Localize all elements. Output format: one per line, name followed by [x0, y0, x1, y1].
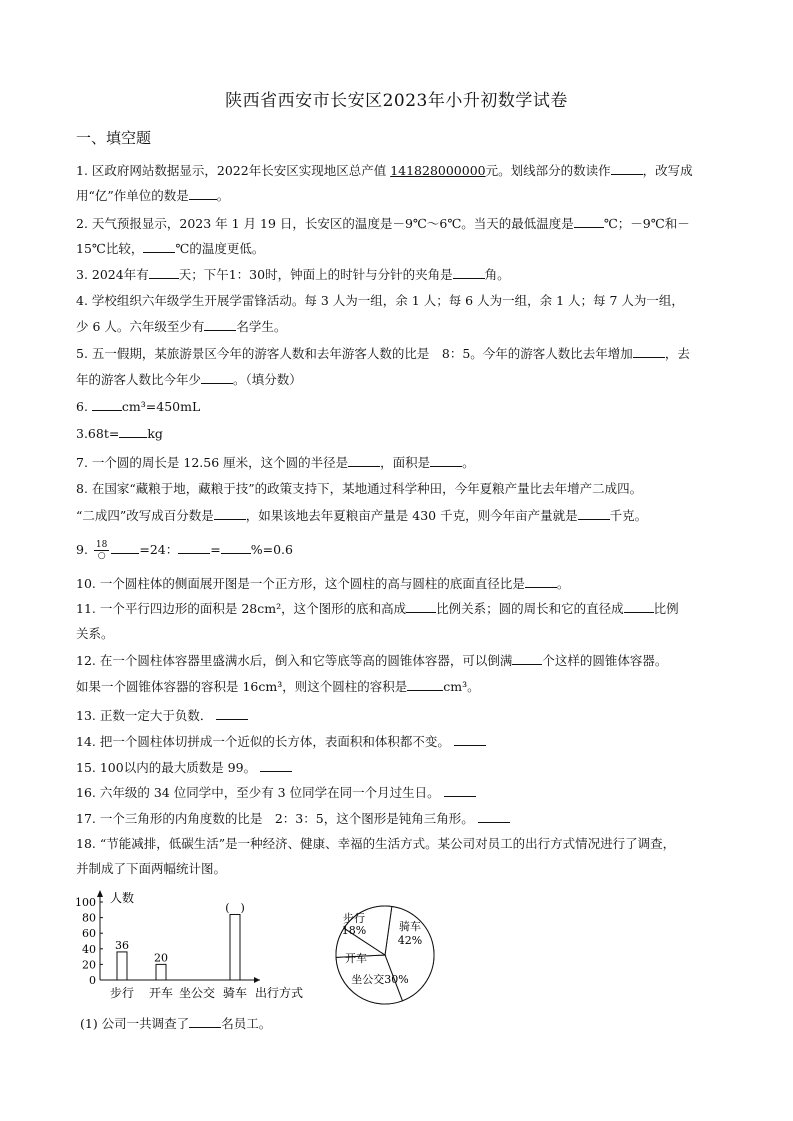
pie-percent-label: 18%: [341, 924, 367, 937]
y-tick-label: 100: [75, 896, 96, 909]
y-tick-label: 0: [89, 974, 96, 987]
question-5-line-1: [76, 345, 726, 362]
q6-text-d: kg: [147, 426, 163, 441]
y-tick-label: 20: [82, 958, 96, 972]
q6-text-b: cm³=450mL: [121, 399, 201, 414]
q3-text-a: 3. 2024年有: [76, 267, 149, 282]
q5-text-d: 。（填分数）: [233, 372, 302, 387]
q4-text-a: 4. 学校组织六年级学生开展学雷锋活动。每 3 人为一组，余 1 人；每 6 人为一组，余 1 人；每 7 人为一组，: [76, 293, 684, 308]
q9-blank-1[interactable]: [111, 541, 139, 554]
q1-underlined-number: 141828000000: [390, 163, 486, 178]
q13-text: 13. 正数一定大于负数．: [76, 708, 213, 723]
pie-label: 开车: [345, 952, 367, 965]
q5-blank-1[interactable]: [633, 345, 665, 358]
q7-text-a: 7. 一个圆的周长是 12.56 厘米，这个圆的半径是: [76, 455, 349, 470]
y-axis-arrow: [97, 890, 103, 897]
section-heading: 一、填空题: [76, 129, 152, 147]
question-4-line-1: [76, 293, 726, 309]
pie-percent-label: 42%: [397, 934, 423, 947]
sub1-text-a: (1) 公司一共调查了: [80, 1016, 190, 1031]
y-tick-label: 40: [82, 942, 96, 956]
q5-text-b: ，去: [664, 346, 690, 361]
q7-text-c: 。: [462, 455, 475, 470]
q11-blank-2[interactable]: [624, 600, 654, 613]
q18-text-a: 18. “节能减排，低碳生活”是一种经济、健康、幸福的生活方式。某公司对员工的出行方式情况进行了调查，: [76, 836, 676, 851]
sub1-blank[interactable]: [189, 1015, 221, 1028]
bar-value-label: 36: [115, 938, 129, 952]
question-2-line-2: [76, 240, 726, 257]
y-axis-label: 人数: [110, 891, 135, 905]
q15-blank[interactable]: [260, 759, 292, 772]
q7-text-b: ，面积是: [380, 455, 431, 470]
question-8-line-1: [76, 481, 726, 497]
q10-text-b: 。: [556, 576, 570, 591]
q17-blank[interactable]: [478, 810, 510, 823]
question-7: [76, 454, 726, 471]
q4-text-c: 名学生。: [236, 319, 287, 334]
q3-text-b: 天；下午1：30时，钟面上的时针与分针的夹角是: [178, 267, 453, 282]
q8-text-b: “二成四”改写成百分数是: [76, 508, 214, 523]
q2-text-c: 15℃比较，: [76, 241, 144, 256]
q2-text-a: 2. 天气预报显示，2023 年 1 月 19 日，长安区的温度是－9℃～6℃。当天的最低温度是: [76, 216, 574, 231]
question-12-line-1: [76, 652, 726, 669]
exam-title: 陕西省西安市长安区2023年小升初数学试卷: [225, 91, 568, 111]
q4-blank[interactable]: [204, 318, 236, 331]
q12-blank-1[interactable]: [512, 652, 542, 665]
question-9: [76, 540, 726, 561]
q10-text-a: 10. 一个圆柱体的侧面展开图是一个正方形，这个圆柱的高与圆柱的底面直径比是: [76, 576, 525, 591]
sub1-text-b: 名员工。: [221, 1016, 272, 1031]
q9-text-c: =: [210, 542, 221, 557]
bar-chart: [70, 888, 320, 1003]
question-14: [76, 733, 726, 750]
q11-text-d: 关系。: [76, 626, 114, 641]
q9-fraction: [94, 540, 109, 561]
pie-label: 骑车: [399, 920, 421, 933]
q12-text-a: 12. 在一个圆柱体容器里盛满水后，倒入和它等底等高的圆锥体容器，可以倒满: [76, 653, 513, 668]
q15-text: 15. 100以内的最大质数是 99。: [76, 760, 257, 775]
q11-text-c: 比例: [653, 601, 679, 616]
x-axis-label: 出行方式: [255, 986, 304, 1000]
question-18-line-2: [76, 861, 726, 877]
q8-blank-2[interactable]: [578, 507, 610, 520]
x-tick-label: 开车: [148, 986, 174, 1000]
q1-blank-1[interactable]: [611, 162, 643, 175]
q8-blank-1[interactable]: [214, 507, 246, 520]
q17-text: 17. 一个三角形的内角度数的比是 2：3：5，这个图形是钝角三角形。: [76, 811, 474, 826]
q10-blank[interactable]: [525, 575, 557, 588]
q11-text-a: 11. 一个平行四边形的面积是 28cm²，这个图形的底和高成: [76, 601, 407, 616]
pie-label: 坐公交30%: [351, 973, 409, 986]
q6-text-c: 3.68t=: [76, 426, 120, 441]
q9-blank-3[interactable]: [221, 541, 251, 554]
q9-denominator: ○: [97, 551, 106, 561]
q1-text-a: 1. 区政府网站数据显示，2022年长安区实现地区总产值: [76, 163, 391, 178]
question-16: [76, 784, 726, 801]
bar-1: [156, 964, 166, 980]
q6-text-a: 6.: [76, 399, 92, 414]
q3-text-c: 角。: [484, 267, 510, 282]
q5-text-c: 年的游客人数比今年少: [76, 372, 202, 387]
q4-text-b: 少 6 人。六年级至少有: [76, 319, 205, 334]
q8-text-d: 千克。: [609, 508, 648, 523]
question-10: [76, 575, 726, 592]
q1-text-d: 用“亿”作单位的数是: [76, 188, 189, 203]
q12-text-d: cm³。: [443, 679, 480, 694]
q9-text-b: =24：: [139, 542, 179, 557]
x-tick-label: 步行: [109, 986, 135, 1000]
q16-blank[interactable]: [444, 784, 476, 797]
question-15: [76, 759, 726, 776]
question-5-line-2: [76, 371, 726, 388]
question-13: [76, 707, 726, 724]
q12-text-c: 如果一个圆锥体容器的容积是 16cm³，则这个圆柱的容积是: [76, 679, 408, 694]
q3-blank-2[interactable]: [453, 266, 485, 279]
pie-chart: [330, 900, 440, 1010]
q6-blank-1[interactable]: [92, 398, 122, 411]
bar-3: [230, 914, 240, 980]
question-3: [76, 266, 726, 283]
q2-text-d: ℃的温度更低。: [175, 241, 265, 256]
question-6-line-1: [76, 398, 726, 415]
question-12-line-2: [76, 678, 726, 695]
q2-blank-1[interactable]: [574, 215, 604, 228]
q3-blank-1[interactable]: [149, 266, 179, 279]
q9-text-d: %=0.6: [250, 542, 293, 557]
question-17: [76, 810, 726, 827]
q9-blank-2[interactable]: [178, 541, 210, 554]
question-2-line-1: [76, 215, 726, 232]
q5-text-a: 5. 五一假期，某旅游景区今年的游客人数和去年游客人数的比是 8：5。今年的游客人数比去年增加: [76, 346, 633, 361]
q1-text-e: 。: [216, 188, 230, 203]
bar-value-label: 20: [154, 951, 168, 965]
bar-value-label: ( ): [225, 901, 245, 915]
q7-blank-2[interactable]: [430, 454, 462, 467]
q11-text-b: 比例关系；圆的周长和它的直径成: [436, 601, 624, 616]
q1-text-c: ，改写成: [642, 163, 693, 178]
q5-blank-2[interactable]: [201, 371, 233, 384]
question-11-line-1: [76, 600, 726, 617]
y-tick-label: 60: [82, 927, 96, 941]
q18-text-b: 并制成了下面两幅统计图。: [76, 861, 227, 876]
q8-text-a: 8. 在国家“藏粮于地，藏粮于技”的政策支持下，某地通过科学种田，今年夏粮产量比去年增产二成四。: [76, 481, 643, 496]
question-6-line-2: [76, 425, 726, 442]
q14-blank[interactable]: [454, 733, 486, 746]
question-8-line-2: [76, 507, 726, 524]
question-1-line-1: [76, 162, 726, 179]
x-tick-label: 坐公交: [178, 986, 216, 1000]
q12-text-b: 个这样的圆锥体容器。: [542, 653, 668, 668]
x-tick-label: 骑车: [222, 986, 248, 1000]
q14-text: 14. 把一个圆柱体切拼成一个近似的长方体，表面积和体积都不变。: [76, 734, 450, 749]
q1-text-b: 元。划线部分的数读作: [485, 163, 611, 178]
x-axis-arrow: [254, 977, 260, 983]
q12-blank-2[interactable]: [407, 678, 443, 691]
q7-blank-1[interactable]: [348, 454, 380, 467]
question-4-line-2: [76, 318, 726, 335]
q2-blank-2[interactable]: [143, 240, 175, 253]
sub-question-1: [80, 1015, 730, 1032]
q16-text: 16. 六年级的 34 位同学中，至少有 3 位同学在同一个月过生日。: [76, 785, 440, 800]
q8-text-c: ，如果该地去年夏粮亩产量是 430 千克，则今年亩产量就是: [245, 508, 578, 523]
q1-blank-2[interactable]: [189, 187, 217, 200]
bar-0: [117, 952, 127, 980]
q13-blank[interactable]: [216, 707, 248, 720]
q11-blank-1[interactable]: [406, 600, 436, 613]
q9-text-a: 9.: [76, 542, 92, 557]
question-18-line-1: [76, 836, 726, 852]
question-1-line-2: [76, 187, 726, 204]
question-11-line-2: [76, 626, 726, 642]
y-tick-label: 80: [82, 911, 96, 925]
q2-text-b: ℃；－9℃和－: [603, 216, 690, 231]
q9-numerator: 18: [95, 540, 108, 550]
q6-blank-2[interactable]: [119, 425, 147, 438]
pie-label: 步行: [343, 912, 365, 925]
